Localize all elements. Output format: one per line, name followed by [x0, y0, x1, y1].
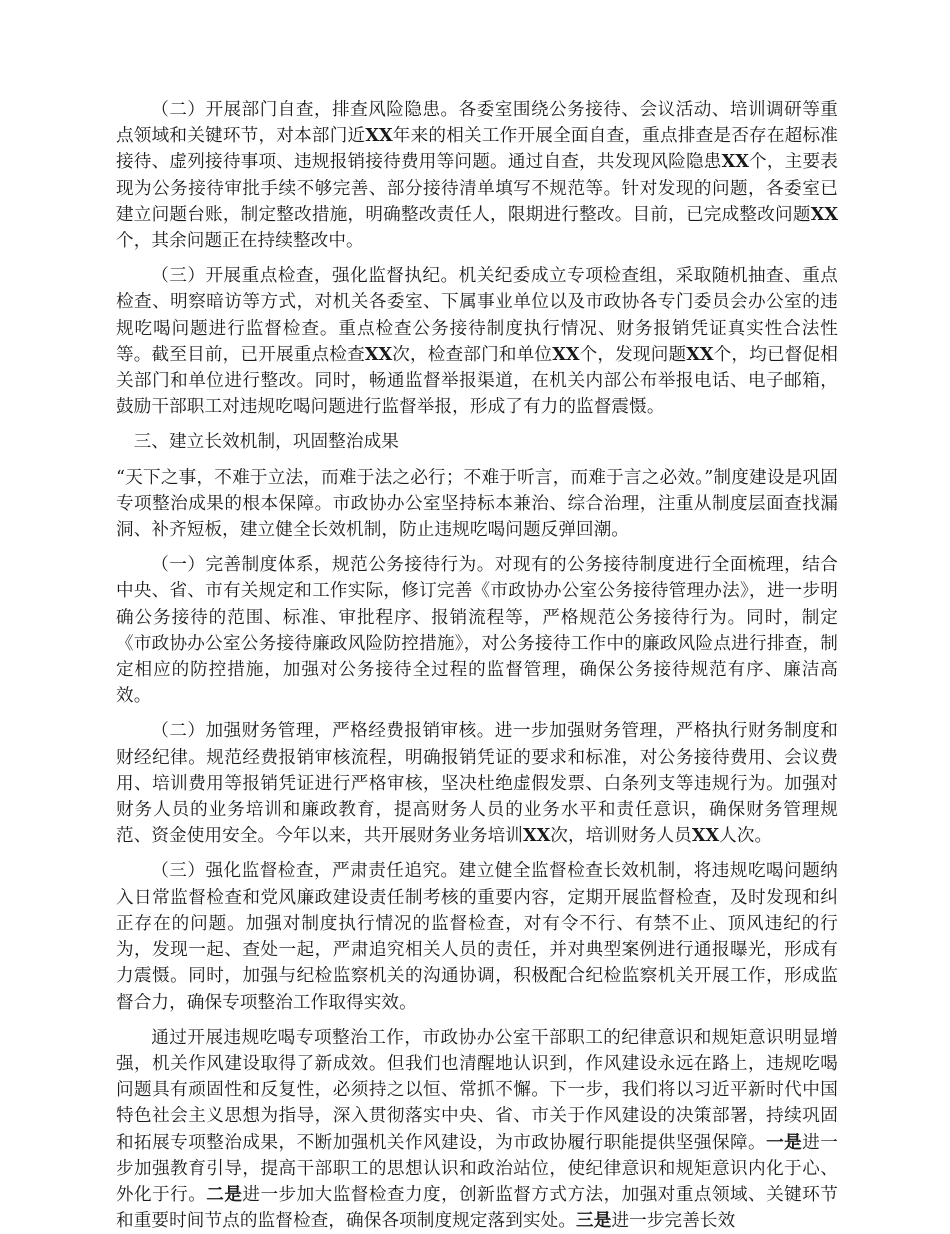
enumerator-first: 一是	[766, 1131, 803, 1153]
paragraph-conclusion: 通过开展违规吃喝专项整治工作，市政协办公室干部职工的纪律意识和规矩意识明显增强，机关作风建设取得了新成效。但我们也清醒地认识到，作风建设永远在路上，违规吃喝问题具有顽固性和反复性，必须持之以恒、常抓不懈。下一步，我们将以习近平新时代中国特色社会主义思想为指导，深入贯彻落实中央、省、市关于作风建设的决策部署，持续巩固和拓展专项整治成果，不断加强机关作风建设，为市政协履行职能提供坚强保障。一是进一步加强教育引导，提高干部职工的思想认识和政治站位，使纪律意识和规矩意识内化于心、外化于行。二是进一步加大监督检查力度，创新监督方式方法，加强对重点领域、关键环节和重要时间节点的监督检查，确保各项制度规定落到实处。三是进一步完善长效	[116, 1027, 839, 1232]
placeholder-value: XX	[691, 825, 720, 847]
paragraph-quote-system-building: “天下之事，不难于立法，而难于法之必行；不难于听言，而难于言之必效。”制度建设是巩固专项整治成果的根本保障。市政协办公室坚持标本兼治、综合治理，注重从制度层面查找漏洞、补齐短板，建立健全长效机制，防止违规吃喝问题反弹回潮。	[116, 467, 838, 541]
placeholder-value: XX	[686, 343, 714, 365]
paragraph-supervision-accountability: （三）强化监督检查，严肃责任追究。建立健全监督检查长效机制，将违规吃喝问题纳入日常监督检查和党风廉政建设责任制考核的重要内容，定期开展监督检查，及时发现和纠正存在的问题。加强对制度执行情况的监督检查，对有令不行、有禁不止、顶风违纪的行为，发现一起、查处一起，严肃追究相关人员的责任，并对典型案例进行通报曝光，形成有力震慑。同时，加强与纪检监察机关的沟通协调，积极配合纪检监察机关开展工作，形成监督合力，确保专项整治工作取得实效。	[116, 861, 838, 1013]
document-body	[116, 97, 838, 1234]
heading-section-three: 三、建立长效机制，巩固整治成果	[133, 432, 400, 453]
placeholder-value: XX	[721, 151, 749, 173]
paragraph-key-inspection: （三）开展重点检查，强化监督执纪。机关纪委成立专项检查组，采取随机抽查、重点检查、明察暗访等方式，对机关各委室、下属事业单位以及市政协各专门委员会办公室的违规吃喝问题进行监督检查。重点检查公务接待制度执行情况、财务报销凭证真实性合法性等。截至目前，已开展重点检查XX次，检查部门和单位XX个，发现问题XX个，均已督促相关部门和单位进行整改。同时，畅通监督举报渠道，在机关内部公布举报电话、电子邮箱，鼓励干部职工对违规吃喝问题进行监督举报，形成了有力的监督震慑。	[116, 266, 838, 418]
placeholder-value: XX	[522, 825, 551, 847]
paragraph-financial-management: （二）加强财务管理，严格经费报销审核。进一步加强财务管理，严格执行财务制度和财经纪律。规范经费报销审核流程，明确报销凭证的要求和标准，对公务接待费用、会议费用、培训费用等报销凭证进行严格审核，坚决杜绝虚假发票、白条列支等违规行为。加强对财务人员的业务培训和廉政教育，提高财务人员的业务水平和责任意识，确保财务管理规范、资金使用安全。今年以来，共开展财务业务培训XX次，培训财务人员XX人次。	[116, 721, 838, 847]
placeholder-value: XX	[552, 343, 580, 365]
enumerator-second: 二是	[206, 1183, 243, 1205]
placeholder-value: XX	[365, 125, 393, 147]
placeholder-value: XX	[364, 343, 393, 365]
paragraph-dept-self-inspection: （二）开展部门自查，排查风险隐患。各委室围绕公务接待、会议活动、培训调研等重点领域和关键环节，对本部门近XX年来的相关工作开展全面自查，重点排查是否存在超标准接待、虚列接待事项、违规报销接待费用等问题。通过自查，共发现风险隐患XX个，主要表现为公务接待审批手续不够完善、部分接待清单填写不规范等。针对发现的问题，各委室已建立问题台账，制定整改措施，明确整改责任人，限期进行整改。目前，已完成整改问题XX个，其余问题正在持续整改中。	[116, 100, 838, 252]
placeholder-value: XX	[810, 203, 838, 225]
enumerator-third: 三是	[576, 1210, 612, 1232]
paragraph-improve-system: （一）完善制度体系，规范公务接待行为。对现有的公务接待制度进行全面梳理，结合中央、省、市有关规定和工作实际，修订完善《市政协办公室公务接待管理办法》，进一步明确公务接待的范围、标准、审批程序、报销流程等，严格规范公务接待行为。同时，制定《市政协办公室公务接待廉政风险防控措施》，对公务接待工作中的廉政风险点进行排查，制定相应的防控措施，加强对公务接待全过程的监督管理，确保公务接待规范有序、廉洁高效。	[116, 555, 838, 707]
